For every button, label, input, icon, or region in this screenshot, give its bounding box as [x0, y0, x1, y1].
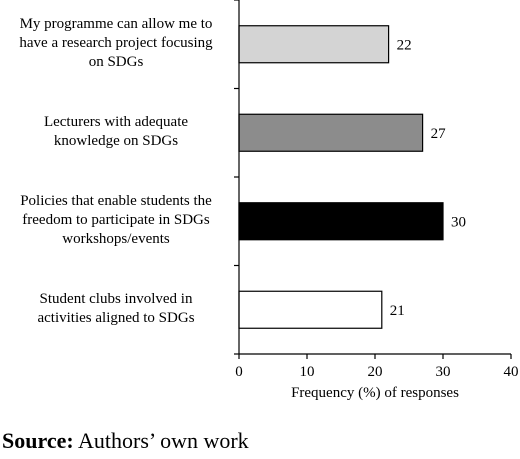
- category-label-line: activities aligned to SDGs: [37, 309, 195, 326]
- x-tick-label: 40: [503, 364, 519, 380]
- bars: [239, 26, 466, 329]
- x-tick-label: 10: [299, 364, 315, 380]
- source-text: Authors’ own work: [73, 428, 249, 453]
- value-label-1: 22: [396, 37, 412, 54]
- x-tick-label: 30: [435, 364, 451, 380]
- bar-3: [239, 203, 443, 240]
- category-label-line: knowledge on SDGs: [53, 132, 179, 149]
- source-label: Source:: [2, 428, 74, 453]
- bar-1: [239, 26, 389, 63]
- value-label-2: 27: [430, 125, 446, 142]
- value-label-3: 30: [451, 214, 466, 231]
- value-label-4: 21: [389, 302, 405, 319]
- category-label-1: [0, 15, 232, 72]
- x-tick-label: 0: [235, 364, 243, 380]
- category-label-line: Policies that enable students the: [20, 192, 212, 209]
- category-label-line: freedom to participate in SDGs: [22, 211, 210, 228]
- category-label-line: My programme can allow me to: [19, 15, 213, 32]
- category-label-line: Student clubs involved in: [39, 290, 193, 307]
- source-note: [2, 428, 249, 454]
- bar-4: [239, 291, 382, 328]
- x-tick-label: 20: [367, 364, 383, 380]
- category-label-4: [0, 290, 232, 328]
- category-label-2: [0, 113, 232, 151]
- x-axis-title: Frequency (%) of responses: [291, 385, 459, 401]
- bar-2: [239, 114, 423, 151]
- category-label-3: [0, 192, 232, 249]
- category-label-line: workshops/events: [62, 230, 170, 247]
- category-label-line: on SDGs: [88, 53, 144, 70]
- category-label-line: have a research project focusing: [19, 34, 213, 51]
- category-label-line: Lecturers with adequate: [43, 113, 189, 130]
